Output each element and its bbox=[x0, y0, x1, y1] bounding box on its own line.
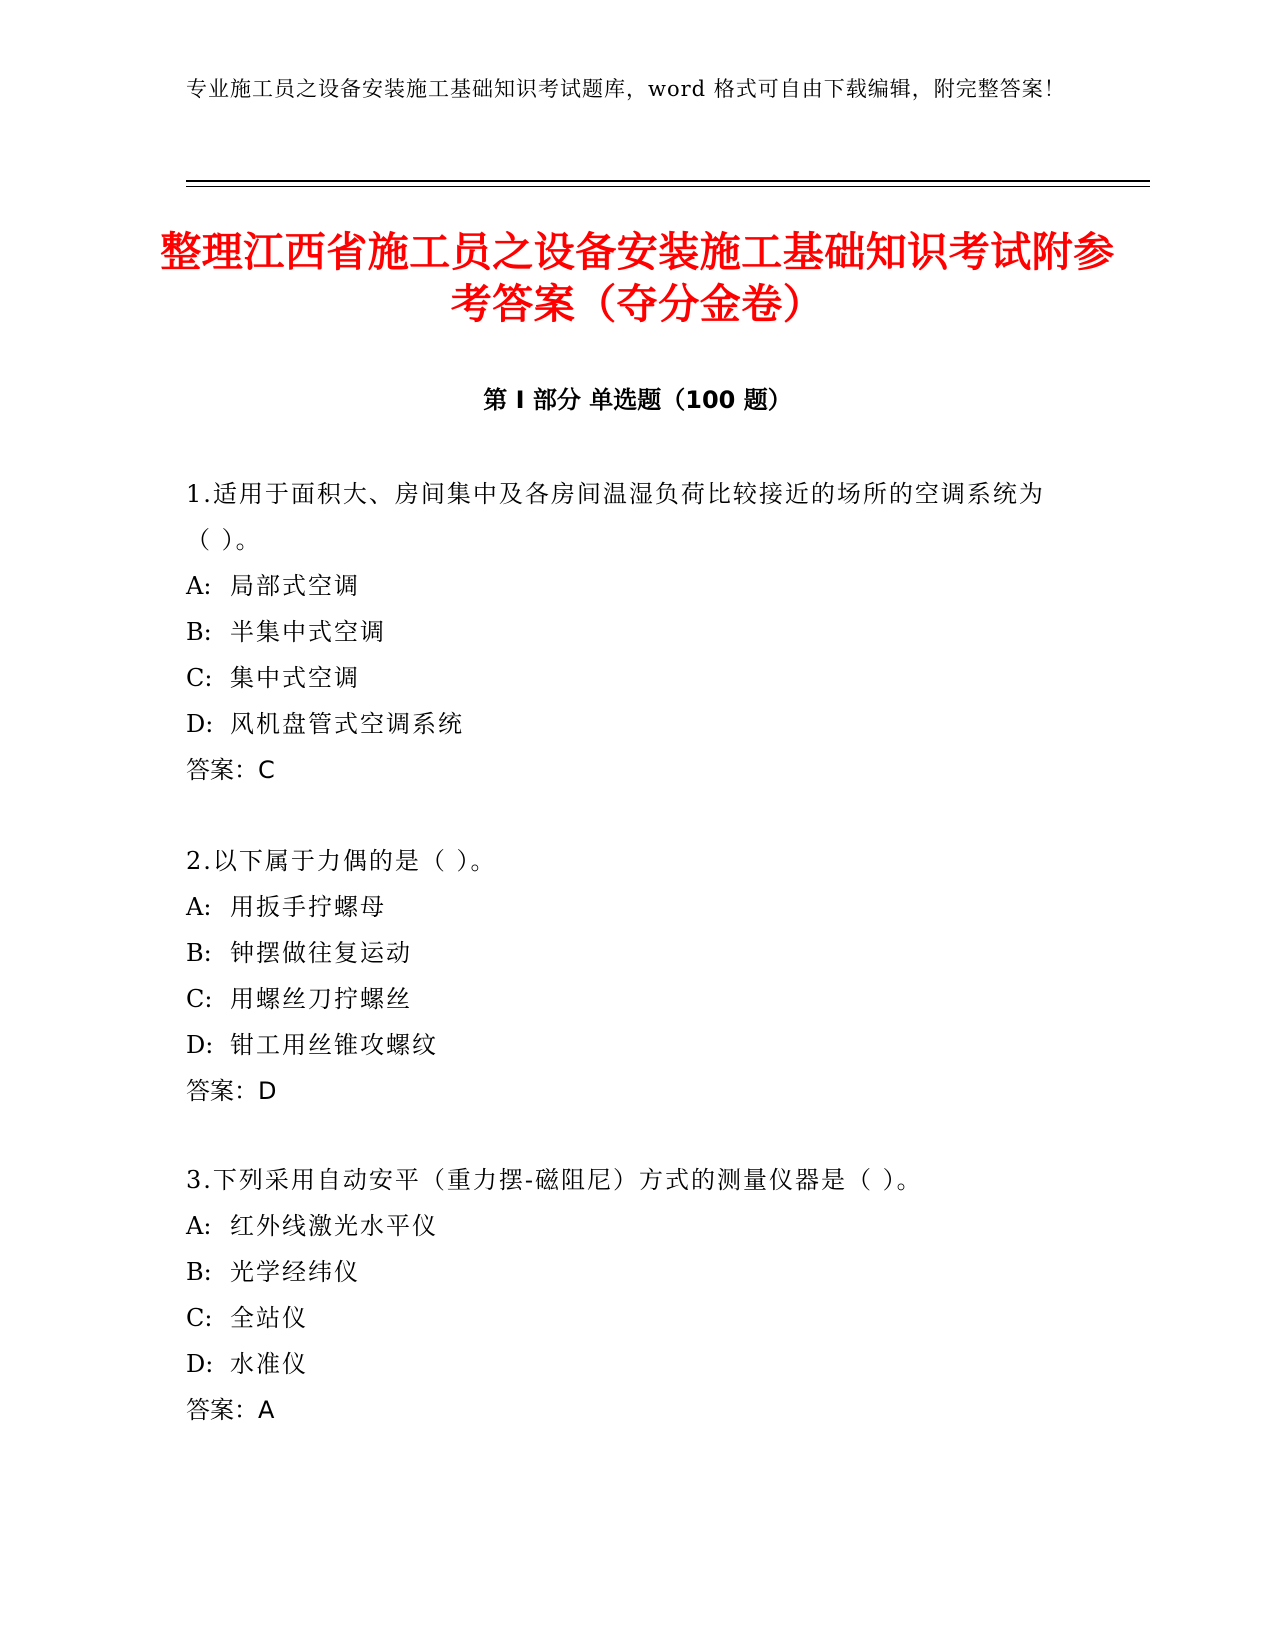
option-text: 全站仪 bbox=[230, 1304, 308, 1332]
option-letter: A: bbox=[186, 1212, 212, 1240]
option-text: 局部式空调 bbox=[230, 572, 360, 600]
question-text: 3.下列采用自动安平（重力摆-磁阻尼）方式的测量仪器是（ ）。 bbox=[186, 1166, 923, 1194]
option-letter: A: bbox=[186, 893, 212, 921]
option-letter: A: bbox=[186, 572, 212, 600]
answer: 答案：A bbox=[186, 1396, 275, 1424]
question-1 bbox=[186, 471, 1066, 793]
header-rule-thin bbox=[186, 186, 1150, 187]
option-d bbox=[186, 1341, 1066, 1387]
option-text: 红外线激光水平仪 bbox=[230, 1212, 438, 1240]
option-c bbox=[186, 1295, 1066, 1341]
option-text: 集中式空调 bbox=[230, 664, 360, 692]
option-text: 半集中式空调 bbox=[230, 618, 386, 646]
option-c bbox=[186, 655, 1066, 701]
option-letter: B: bbox=[186, 618, 212, 646]
answer: 答案：D bbox=[186, 1077, 277, 1105]
option-text: 钳工用丝锥攻螺纹 bbox=[230, 1031, 438, 1059]
section-title: 第 I 部分 单选题（100 题） bbox=[483, 386, 792, 414]
option-a bbox=[186, 884, 1066, 930]
option-text: 水准仪 bbox=[230, 1350, 308, 1378]
question-3 bbox=[186, 1157, 1066, 1433]
option-b bbox=[186, 930, 1066, 976]
header-rule-thick bbox=[186, 180, 1150, 182]
option-text: 用扳手拧螺母 bbox=[230, 893, 386, 921]
option-letter: D: bbox=[186, 1031, 214, 1059]
option-a bbox=[186, 563, 1066, 609]
option-b bbox=[186, 1249, 1066, 1295]
option-d bbox=[186, 701, 1066, 747]
option-letter: D: bbox=[186, 710, 214, 738]
question-text: 1.适用于面积大、房间集中及各房间温湿负荷比较接近的场所的空调系统为（ ）。 bbox=[186, 480, 1045, 554]
option-letter: D: bbox=[186, 1350, 214, 1378]
question-text: 2.以下属于力偶的是（ ）。 bbox=[186, 847, 497, 875]
option-a bbox=[186, 1203, 1066, 1249]
question-2 bbox=[186, 838, 1066, 1114]
header-note: 专业施工员之设备安装施工基础知识考试题库，word 格式可自由下载编辑，附完整答案！ bbox=[186, 77, 1066, 101]
option-letter: B: bbox=[186, 1258, 212, 1286]
option-c bbox=[186, 976, 1066, 1022]
option-text: 光学经纬仪 bbox=[230, 1258, 360, 1286]
option-d bbox=[186, 1022, 1066, 1068]
option-text: 用螺丝刀拧螺丝 bbox=[230, 985, 412, 1013]
document-title: 整理江西省施工员之设备安装施工基础知识考试附参考答案（夺分金卷） bbox=[160, 228, 1115, 328]
answer: 答案：C bbox=[186, 756, 275, 784]
option-letter: C: bbox=[186, 985, 213, 1013]
option-text: 钟摆做往复运动 bbox=[230, 939, 412, 967]
option-b bbox=[186, 609, 1066, 655]
option-letter: C: bbox=[186, 664, 213, 692]
option-letter: C: bbox=[186, 1304, 213, 1332]
option-letter: B: bbox=[186, 939, 212, 967]
option-text: 风机盘管式空调系统 bbox=[230, 710, 464, 738]
